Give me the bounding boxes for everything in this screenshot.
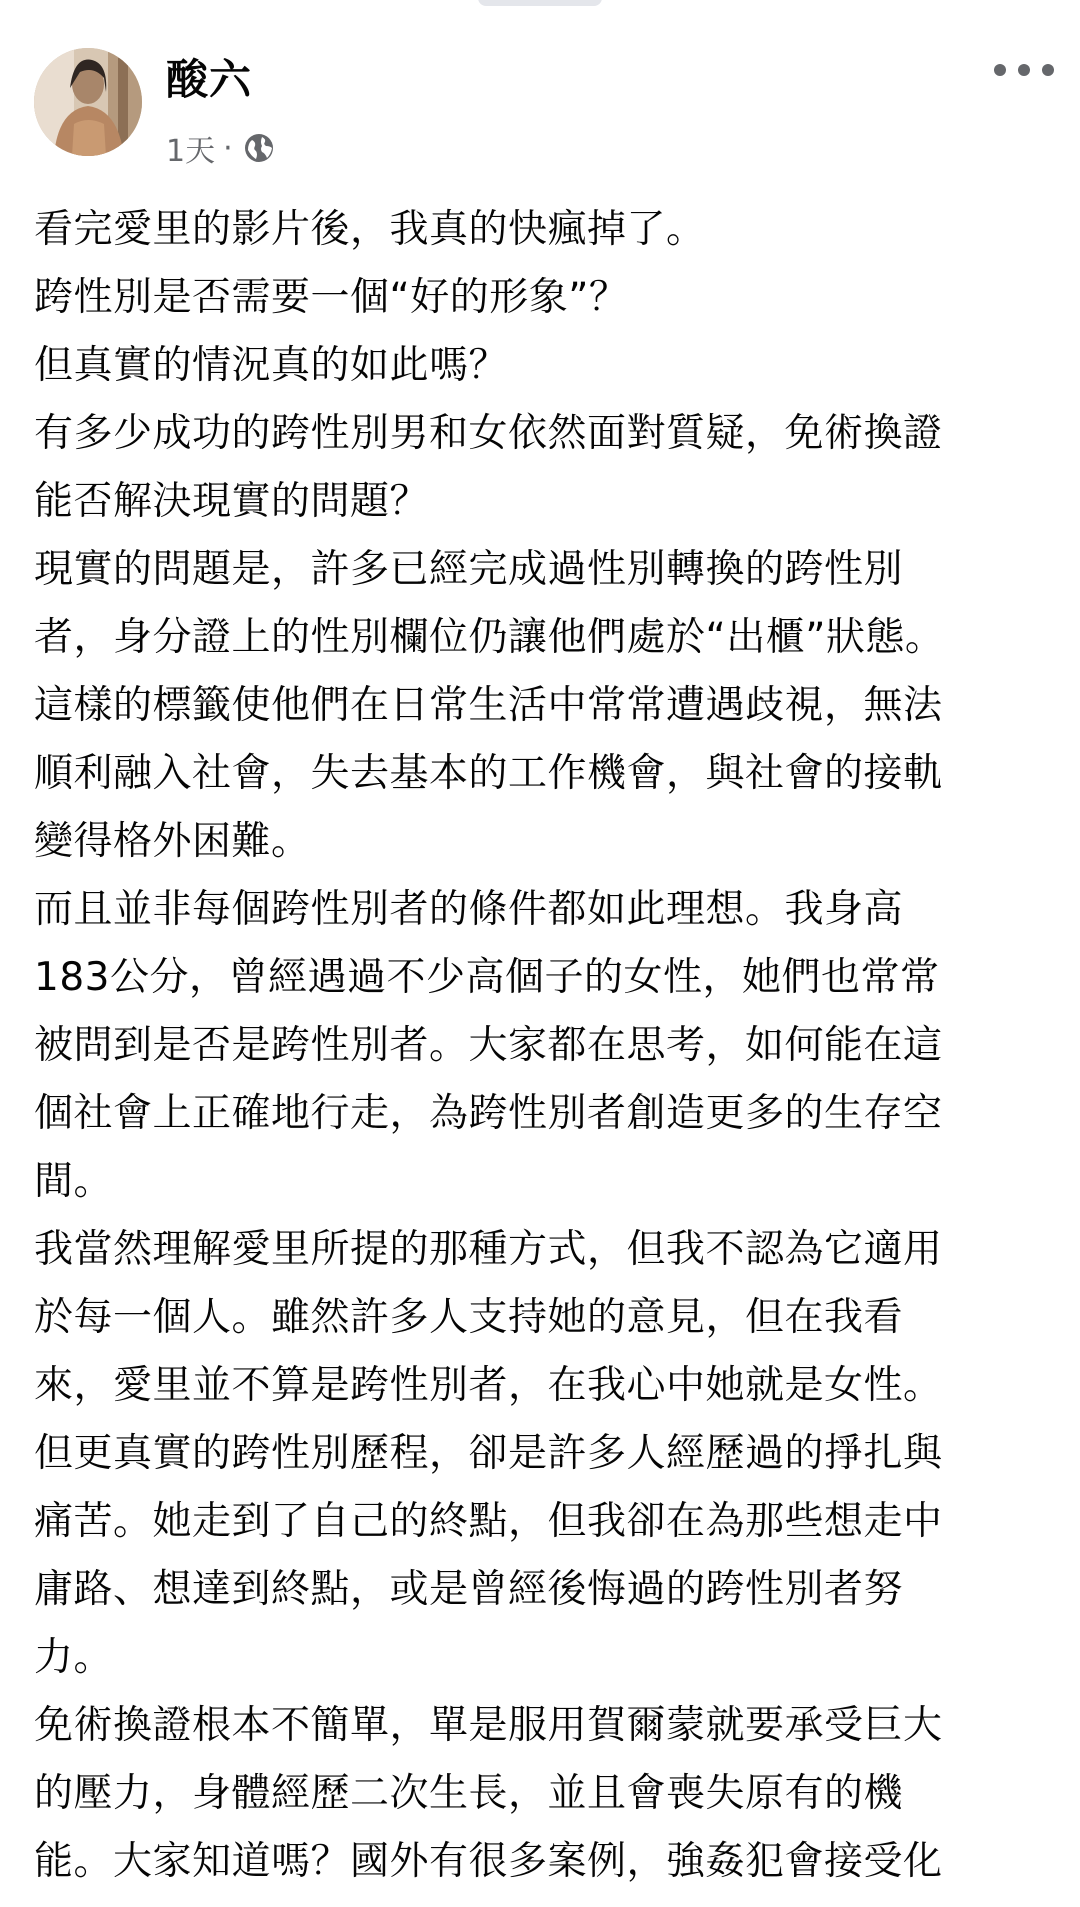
post-text-line: 來，愛里並不算是跨性別者，在我心中她就是女性。 <box>34 1363 943 1408</box>
post-text-line: 力。 <box>34 1635 114 1680</box>
post-meta <box>166 128 275 168</box>
post-text-line: 被問到是否是跨性別者。大家都在思考，如何能在這 <box>34 1023 943 1068</box>
post-text-line: 能否解決現實的問題？ <box>34 479 430 524</box>
post-text-line: 跨性別是否需要一個“好的形象”？ <box>34 275 629 320</box>
post-text-line: 有多少成功的跨性別男和女依然面對質疑，免術換證 <box>34 411 943 456</box>
globe-icon[interactable] <box>243 132 275 164</box>
post-text-line: 免術換證根本不簡單，單是服用賀爾蒙就要承受巨大 <box>34 1703 943 1748</box>
avatar[interactable] <box>34 48 142 156</box>
more-options-dot <box>1042 64 1054 76</box>
post-text-line: 但更真實的跨性別歷程，卻是許多人經歷過的掙扎與 <box>34 1431 943 1476</box>
post-text-line: 順利融入社會，失去基本的工作機會，與社會的接軌 <box>34 751 943 796</box>
post-header <box>0 0 1080 180</box>
post-text-line: 者，身分證上的性別欄位仍讓他們處於“出櫃”狀態。 <box>34 615 945 660</box>
post-text-line: 的壓力，身體經歷二次生長，並且會喪失原有的機 <box>34 1771 904 1816</box>
post-text <box>34 196 1046 1896</box>
post-text-line: 能。大家知道嗎？國外有很多案例，強姦犯會接受化 <box>34 1839 943 1884</box>
post-text-line: 但真實的情況真的如此嗎？ <box>34 343 509 388</box>
post-text-line: 於每一個人。雖然許多人支持她的意見，但在我看 <box>34 1295 904 1340</box>
post-text-line: 而且並非每個跨性別者的條件都如此理想。我身高 <box>34 887 904 932</box>
post-text-line: 變得格外困難。 <box>34 819 311 864</box>
author-name[interactable]: 酸六 <box>166 55 253 104</box>
post-text-line: 個社會上正確地行走，為跨性別者創造更多的生存空 <box>34 1091 943 1136</box>
post-text-line: 我當然理解愛里所提的那種方式，但我不認為它適用 <box>34 1227 943 1272</box>
post-text-line: 看完愛里的影片後，我真的快瘋掉了。 <box>34 207 706 252</box>
more-options-icon <box>994 64 1006 76</box>
more-options-dot <box>1018 64 1030 76</box>
avatar-photo <box>34 48 142 156</box>
post-text-line: 痛苦。她走到了自己的終點，但我卻在為那些想走中 <box>34 1499 943 1544</box>
meta-separator: · <box>223 130 233 166</box>
post-text-line: 庸路、想達到終點，或是曾經後悔過的跨性別者努 <box>34 1567 904 1612</box>
post-text-line: 間。 <box>34 1159 114 1204</box>
more-options-button[interactable] <box>994 54 1054 86</box>
post-timestamp[interactable]: 1天 <box>166 134 216 169</box>
post-text-line: 這樣的標籤使他們在日常生活中常常遭遇歧視，無法 <box>34 683 943 728</box>
post-text-line: 183公分，曾經遇過不少高個子的女性，她們也常常 <box>34 955 940 1000</box>
post-text-line: 現實的問題是，許多已經完成過性別轉換的跨性別 <box>34 547 904 592</box>
